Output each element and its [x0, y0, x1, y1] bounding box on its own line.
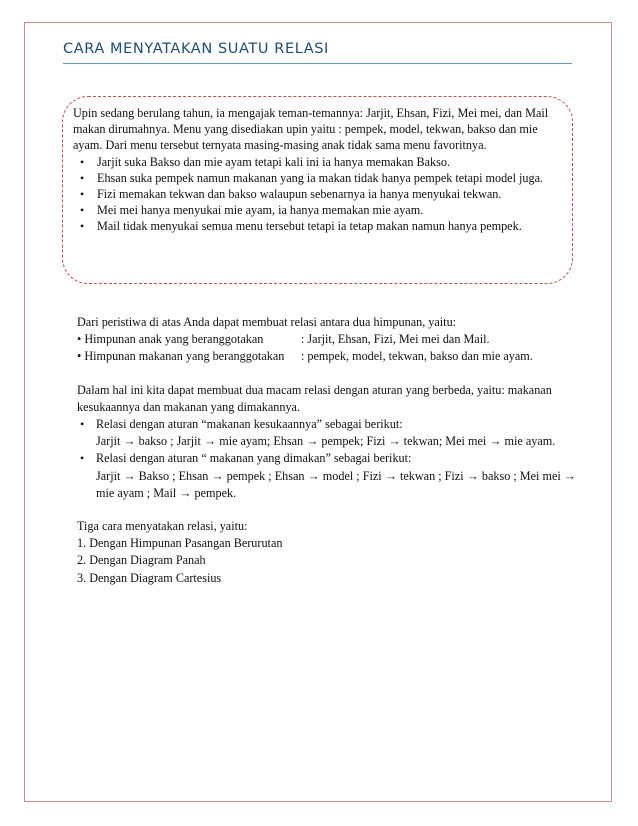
story-list-item	[73, 170, 562, 186]
set-food-label: • Himpunan makanan yang beranggotakan	[77, 349, 285, 364]
relations-intro: Dalam hal ini kita dapat membuat dua macam relasi dengan aturan yang berbeda, yaitu: makanan kesukaannya dan makanan yang dimakannya.	[77, 382, 552, 414]
story-list-text: Ehsan suka pempek namun makanan yang ia makan tidak hanya pempek tetapi model juga.	[97, 170, 544, 185]
relation-item	[77, 416, 577, 450]
relation-item	[77, 450, 577, 502]
methods-intro: Tiga cara menyatakan relasi, yaitu:	[77, 519, 248, 534]
set-food-value: : pempek, model, tekwan, bakso dan mie ayam.	[301, 349, 533, 364]
relation-mapping: Jarjit → Bakso ; Ehsan → pempek ; Ehsan → model ; Fizi → tekwan ; Fizi → bakso ; Mei mei → mie ayam ; Mail → pempek.	[96, 468, 576, 500]
set-children-label: • Himpunan anak yang beranggotakan	[77, 332, 264, 347]
method-item: 2. Dengan Diagram Panah	[77, 553, 206, 568]
bullet-icon: •	[80, 170, 85, 185]
spacer	[77, 502, 577, 518]
set-children	[77, 331, 577, 348]
story-list-item	[73, 186, 562, 202]
bullet-icon: •	[80, 417, 85, 432]
story-list-text: Mail tidak menyukai semua menu tersebut tetapi ia tetap makan namun hanya pempek.	[97, 219, 522, 234]
story-box	[62, 96, 573, 284]
title-underline	[63, 63, 572, 64]
story-list-item	[73, 202, 562, 218]
story-list-text: Mei mei hanya menyukai mie ayam, ia hanya memakan mie ayam.	[97, 203, 424, 218]
page-title: CARA MENYATAKAN SUATU RELASI	[63, 41, 329, 57]
bullet-icon: •	[80, 203, 85, 218]
body-text	[77, 314, 577, 587]
relation-heading: Relasi dengan aturan “ makanan yang dimakan” sebagai berikut:	[96, 451, 412, 466]
story-list-text: Jarjit suka Bakso dan mie ayam tetapi kali ini ia hanya memakan Bakso.	[97, 154, 451, 169]
bullet-icon: •	[80, 451, 85, 466]
set-children-value: : Jarjit, Ehsan, Fizi, Mei mei dan Mail.	[301, 332, 490, 347]
bullet-icon: •	[80, 187, 85, 202]
bullet-icon: •	[80, 154, 85, 169]
set-food	[77, 348, 577, 365]
sets-intro: Dari peristiwa di atas Anda dapat membuat relasi antara dua himpunan, yaitu:	[77, 315, 457, 329]
bullet-icon: •	[80, 219, 85, 234]
method-item: 1. Dengan Himpunan Pasangan Berurutan	[77, 536, 283, 551]
relation-mapping: Jarjit → bakso ; Jarjit → mie ayam; Ehsan → pempek; Fizi → tekwan; Mei mei → mie ayam.	[96, 434, 556, 449]
method-item: 3. Dengan Diagram Cartesius	[77, 570, 222, 585]
relation-heading: Relasi dengan aturan “makanan kesukaannya” sebagai berikut:	[96, 417, 403, 432]
spacer	[77, 366, 577, 382]
story-list	[73, 154, 562, 235]
story-list-item	[73, 218, 562, 234]
story-intro: Upin sedang berulang tahun, ia mengajak teman-temannya: Jarjit, Ehsan, Fizi, Mei mei, dan Mail makan dirumahnya. Menu yang disediakan upin yaitu : pempek, model, tekwan, bakso dan mie ayam. Dari menu tersebut ternyata masing-masing anak tidak sama menu favoritnya.	[73, 106, 549, 153]
story-list-item	[73, 154, 562, 170]
story-list-text: Fizi memakan tekwan dan bakso walaupun sebenarnya ia hanya menyukai tekwan.	[97, 187, 502, 202]
